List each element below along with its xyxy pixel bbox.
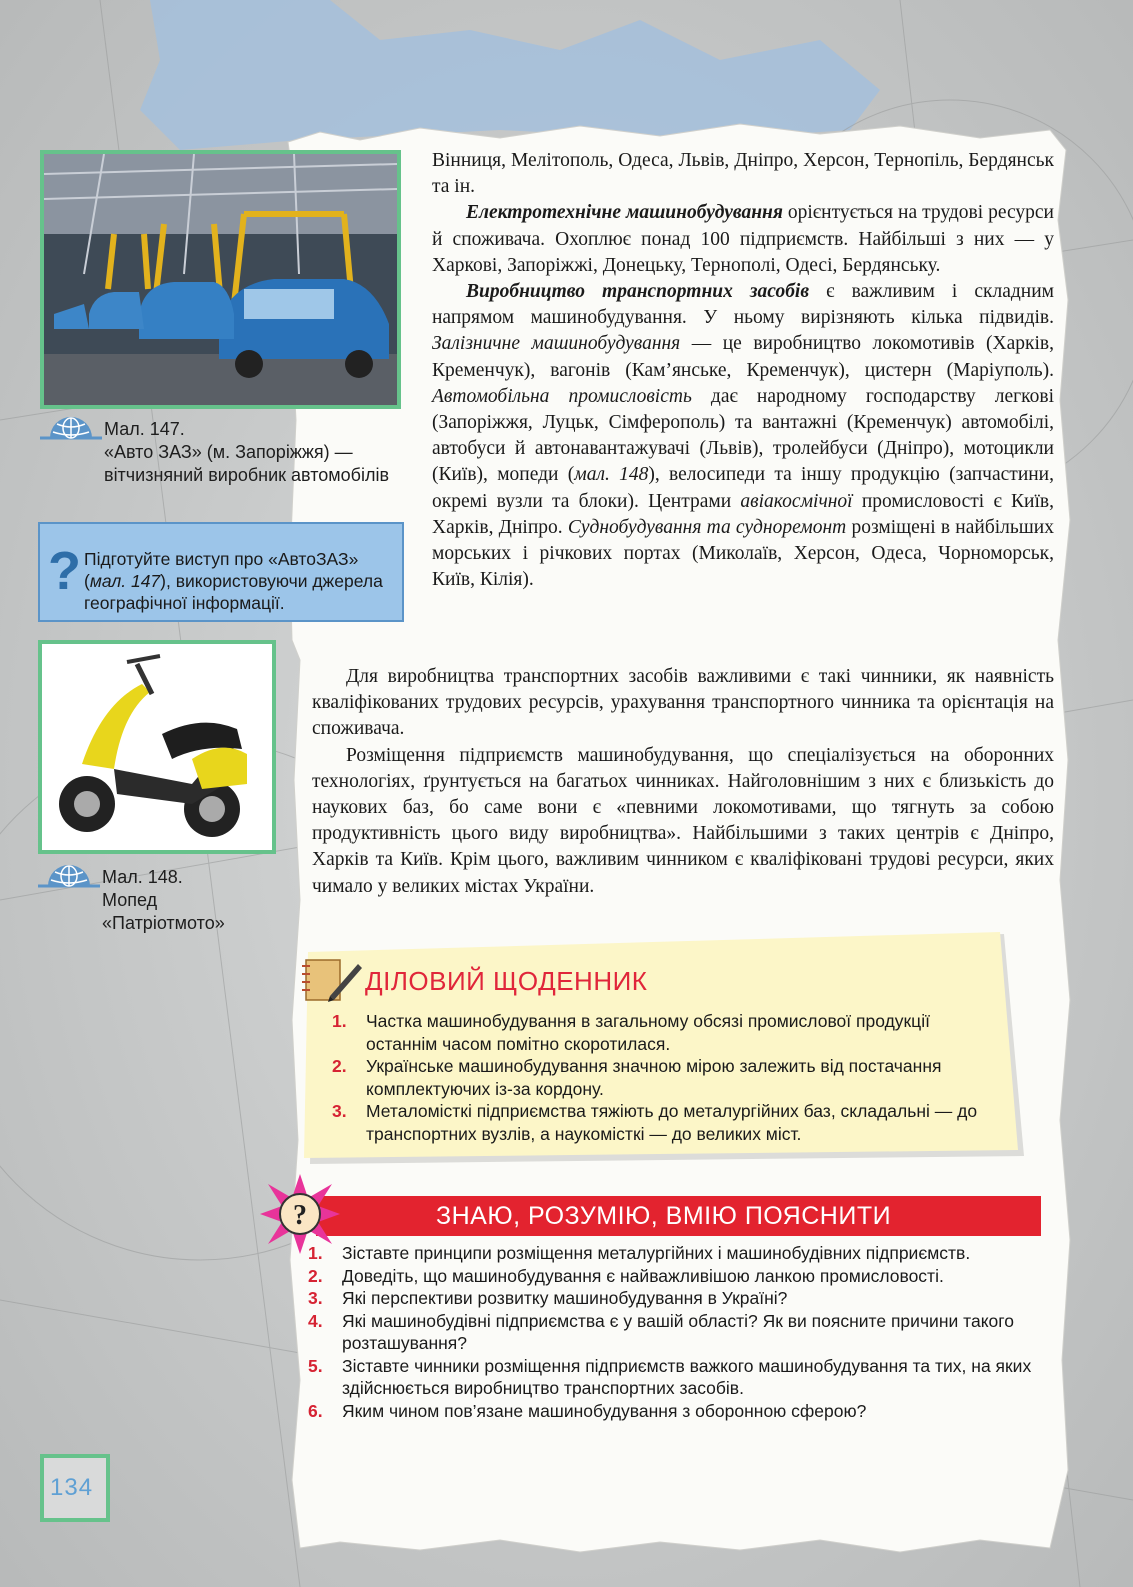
figure-147-text: «Авто ЗАЗ» (м. Запоріжжя) — вітчизняний виробник автомобілів bbox=[104, 442, 390, 485]
list-item: 1. Частка машинобудування в загальному обсязі промислової продукції останнім часом помітно скоротилася. bbox=[332, 1011, 930, 1054]
list-item: 6. Яким чином пов’язане машинобудування з оборонною сферою? bbox=[308, 1400, 867, 1421]
task-box bbox=[38, 522, 404, 622]
paragraph-4: Для виробництва транспортних засобів важливими є такі чинники, як наявність кваліфікованих трудових ресурсів, урахування транспортного чинника та орієнтація на споживача. bbox=[312, 666, 1054, 740]
car-assembly-illustration bbox=[44, 154, 397, 405]
list-item: 3. Які перспективи розвитку машинобудування в Україні? bbox=[308, 1288, 788, 1308]
list-item: 2. Українське машинобудування значною мірою залежить від постачання комплектуючих із-за кордону. bbox=[332, 1056, 942, 1099]
figure-147-caption bbox=[104, 418, 394, 487]
globe-icon bbox=[38, 862, 100, 888]
page-number: 134 bbox=[50, 1474, 94, 1501]
diary-title: ДІЛОВИЙ ЩОДЕННИК bbox=[365, 966, 648, 996]
figure-148-caption bbox=[102, 866, 252, 935]
star-question-icon bbox=[258, 1172, 342, 1256]
list-item: 2. Доведіть, що машинобудування є найважливішою ланкою промисловості. bbox=[308, 1265, 944, 1286]
know-list bbox=[308, 1242, 1044, 1422]
diary-list bbox=[332, 1010, 986, 1145]
figure-147-number: Мал. 147. bbox=[104, 419, 185, 439]
list-item: 5. Зіставте чинники розміщення підприємств важкого машинобудування та тих, на яких здійснюється виробництво транспортних засобів. bbox=[308, 1355, 1032, 1398]
svg-text:?: ? bbox=[293, 1200, 307, 1231]
question-icon: ? bbox=[48, 541, 81, 601]
list-item: 4. Які машинобудівні підприємства є у вашій області? Як ви поясните причини такого розташування? bbox=[308, 1310, 1015, 1353]
list-item: 1. Зіставте принципи розміщення металургійних і машинобудівних підприємств. bbox=[308, 1243, 971, 1263]
paragraph-3: Виробництво транспортних засобів є важливим і складним напрямом машинобудування. У ньому вирізняють кілька підвидів. Залізничне машинобудування — це виробництво локомотивів (Харків, Кременчук), вагонів (Кам’янське, Кременчук), цистерн (Маріуполь). Автомобільна промисловість дає народному господарству легкові (Запоріжжя, Луцьк, Сімферополь) та вантажні (Кременчук) автомобілі, автобуси й автонавантажувачі (Львів), тролейбуси (Дніпро), мотоцикли (Київ), мопеди (мал. 148), велосипеди та іншу продукцію (запчастини, окремі вузли та блоки). Центрами авіакосмічної промисловості є Київ, Харків, Дніпро. Суднобудування та судноремонт розміщені в найбільших морських і річкових портах (Миколаїв, Херсон, Одеса, Чорноморськ, Київ, Кілія). bbox=[432, 281, 1055, 591]
globe-icon bbox=[40, 414, 102, 440]
moped-illustration bbox=[42, 644, 272, 850]
figure-148-number: Мал. 148. bbox=[102, 867, 183, 887]
paragraph-5: Розміщення підприємств машинобудування, що спеціалізується на оборонних технологіях, ґрунтується на багатьох чинниках. Найголовнішим з них є близькість до наукових баз, бо саме вони є «певними локомотивами, що тягнуть за собою продуктивність цього виду виробництва». Найбільшими з таких центрів є Дніпро, Харків та Київ. Крім цього, важливим чинником є кваліфіковані трудові ресурси, яких чимало у великих містах України. bbox=[312, 744, 1054, 897]
figure-147-photo bbox=[40, 150, 401, 409]
paragraph-2: Електротехнічне машинобудування орієнтується на трудові ресурси й споживача. Охоплює понад 100 підприємств. Найбільші з них — у Харкові, Запоріжжі, Донецьку, Тернополі, Одесі, Бердянську. bbox=[432, 202, 1054, 276]
figure-148-text: Мопед «Патріотмото» bbox=[102, 890, 225, 933]
task-text: Підготуйте виступ про «АвтоЗАЗ» (мал. 147), використовуючи джерела географічної інформації. bbox=[84, 549, 383, 613]
list-item: 3. Металомісткі підприємства тяжіють до металургійних баз, складальні — до транспортних вузлів, а наукомісткі — до великих міст. bbox=[332, 1101, 978, 1144]
full-width-text bbox=[312, 664, 1054, 900]
paragraph-1: Вінниця, Мелітополь, Одеса, Львів, Дніпро, Херсон, Тернопіль, Бердянськ та ін. bbox=[432, 150, 1054, 198]
know-title: ЗНАЮ, РОЗУМІЮ, ВМІЮ ПОЯСНИТИ bbox=[436, 1202, 892, 1230]
figure-148-photo bbox=[38, 640, 276, 854]
notebook-pen-icon bbox=[300, 956, 364, 1004]
column-text bbox=[432, 148, 1054, 593]
